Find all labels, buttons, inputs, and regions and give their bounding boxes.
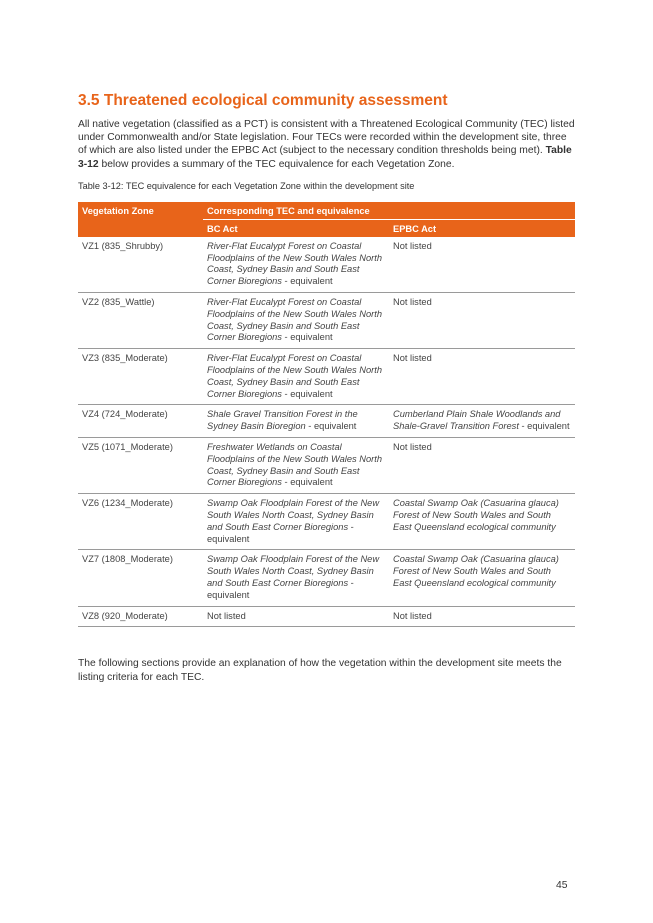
table-row: [78, 606, 575, 627]
cell-zone: VZ4 (724_Moderate): [78, 405, 203, 438]
document-page: [78, 90, 575, 684]
intro-text-2: below provides a summary of the TEC equivalence for each Vegetation Zone.: [98, 158, 455, 170]
cell-zone: VZ1 (835_Shrubby): [78, 237, 203, 293]
cell-epbc: Coastal Swamp Oak (Casuarina glauca) Forest of New South Wales and South East Queensland ecological community: [389, 550, 575, 606]
header-bc-act: BC Act: [203, 219, 389, 237]
cell-bc: Shale Gravel Transition Forest in the Sydney Basin Bioregion - equivalent: [203, 405, 389, 438]
page-number: 45: [556, 880, 568, 891]
cell-epbc: Not listed: [389, 349, 575, 405]
table-body: [78, 237, 575, 627]
table-row: [78, 237, 575, 293]
intro-text-1: All native vegetation (classified as a PCT) is consistent with a Threatened Ecological Community (TEC) listed under Commonwealth and/or State legislation. Four TECs were recorded within the development site, three of which are also listed under the EPBC Act (subject to the necessary condition thresholds being met).: [78, 119, 575, 157]
closing-paragraph: The following sections provide an explanation of how the vegetation within the development site meets the listing criteria for each TEC.: [78, 658, 562, 683]
table-row: [78, 437, 575, 493]
cell-bc: River-Flat Eucalypt Forest on Coastal Floodplains of the New South Wales North Coast, Sydney Basin and South East Corner Bioregions - equivalent: [203, 237, 389, 293]
table-caption: Table 3-12: TEC equivalence for each Vegetation Zone within the development site: [78, 180, 415, 191]
table-reference-link[interactable]: Table 3-12: [78, 145, 572, 170]
cell-zone: VZ7 (1808_Moderate): [78, 550, 203, 606]
cell-epbc: Not listed: [389, 437, 575, 493]
cell-bc: Swamp Oak Floodplain Forest of the New South Wales North Coast, Sydney Basin and South East Corner Bioregions - equivalent: [203, 494, 389, 550]
table-row: [78, 494, 575, 550]
header-vegetation-zone: Vegetation Zone: [78, 202, 203, 237]
cell-zone: VZ6 (1234_Moderate): [78, 494, 203, 550]
cell-epbc: Coastal Swamp Oak (Casuarina glauca) Forest of New South Wales and South East Queensland ecological community: [389, 494, 575, 550]
cell-bc: River-Flat Eucalypt Forest on Coastal Floodplains of the New South Wales North Coast, Sydney Basin and South East Corner Bioregions - equivalent: [203, 349, 389, 405]
cell-bc: Not listed: [203, 606, 389, 627]
intro-paragraph: [78, 118, 575, 171]
header-epbc-act: EPBC Act: [389, 219, 575, 237]
header-corresponding-tec: Corresponding TEC and equivalence: [203, 202, 575, 220]
cell-epbc: Cumberland Plain Shale Woodlands and Shale-Gravel Transition Forest - equivalent: [389, 405, 575, 438]
cell-epbc: Not listed: [389, 237, 575, 293]
table-row: [78, 293, 575, 349]
table-row: [78, 405, 575, 438]
cell-epbc: Not listed: [389, 606, 575, 627]
cell-zone: VZ8 (920_Moderate): [78, 606, 203, 627]
cell-bc: Freshwater Wetlands on Coastal Floodplains of the New South Wales North Coast, Sydney Basin and South East Corner Bioregions - equivalent: [203, 437, 389, 493]
tec-table: [78, 202, 575, 628]
cell-bc: Swamp Oak Floodplain Forest of the New South Wales North Coast, Sydney Basin and South East Corner Bioregions - equivalent: [203, 550, 389, 606]
cell-bc: River-Flat Eucalypt Forest on Coastal Floodplains of the New South Wales North Coast, Sydney Basin and South East Corner Bioregions - equivalent: [203, 293, 389, 349]
section-heading: 3.5 Threatened ecological community assessment: [78, 92, 448, 109]
cell-zone: VZ3 (835_Moderate): [78, 349, 203, 405]
cell-zone: VZ2 (835_Wattle): [78, 293, 203, 349]
cell-zone: VZ5 (1071_Moderate): [78, 437, 203, 493]
cell-epbc: Not listed: [389, 293, 575, 349]
table-row: [78, 550, 575, 606]
table-row: [78, 349, 575, 405]
